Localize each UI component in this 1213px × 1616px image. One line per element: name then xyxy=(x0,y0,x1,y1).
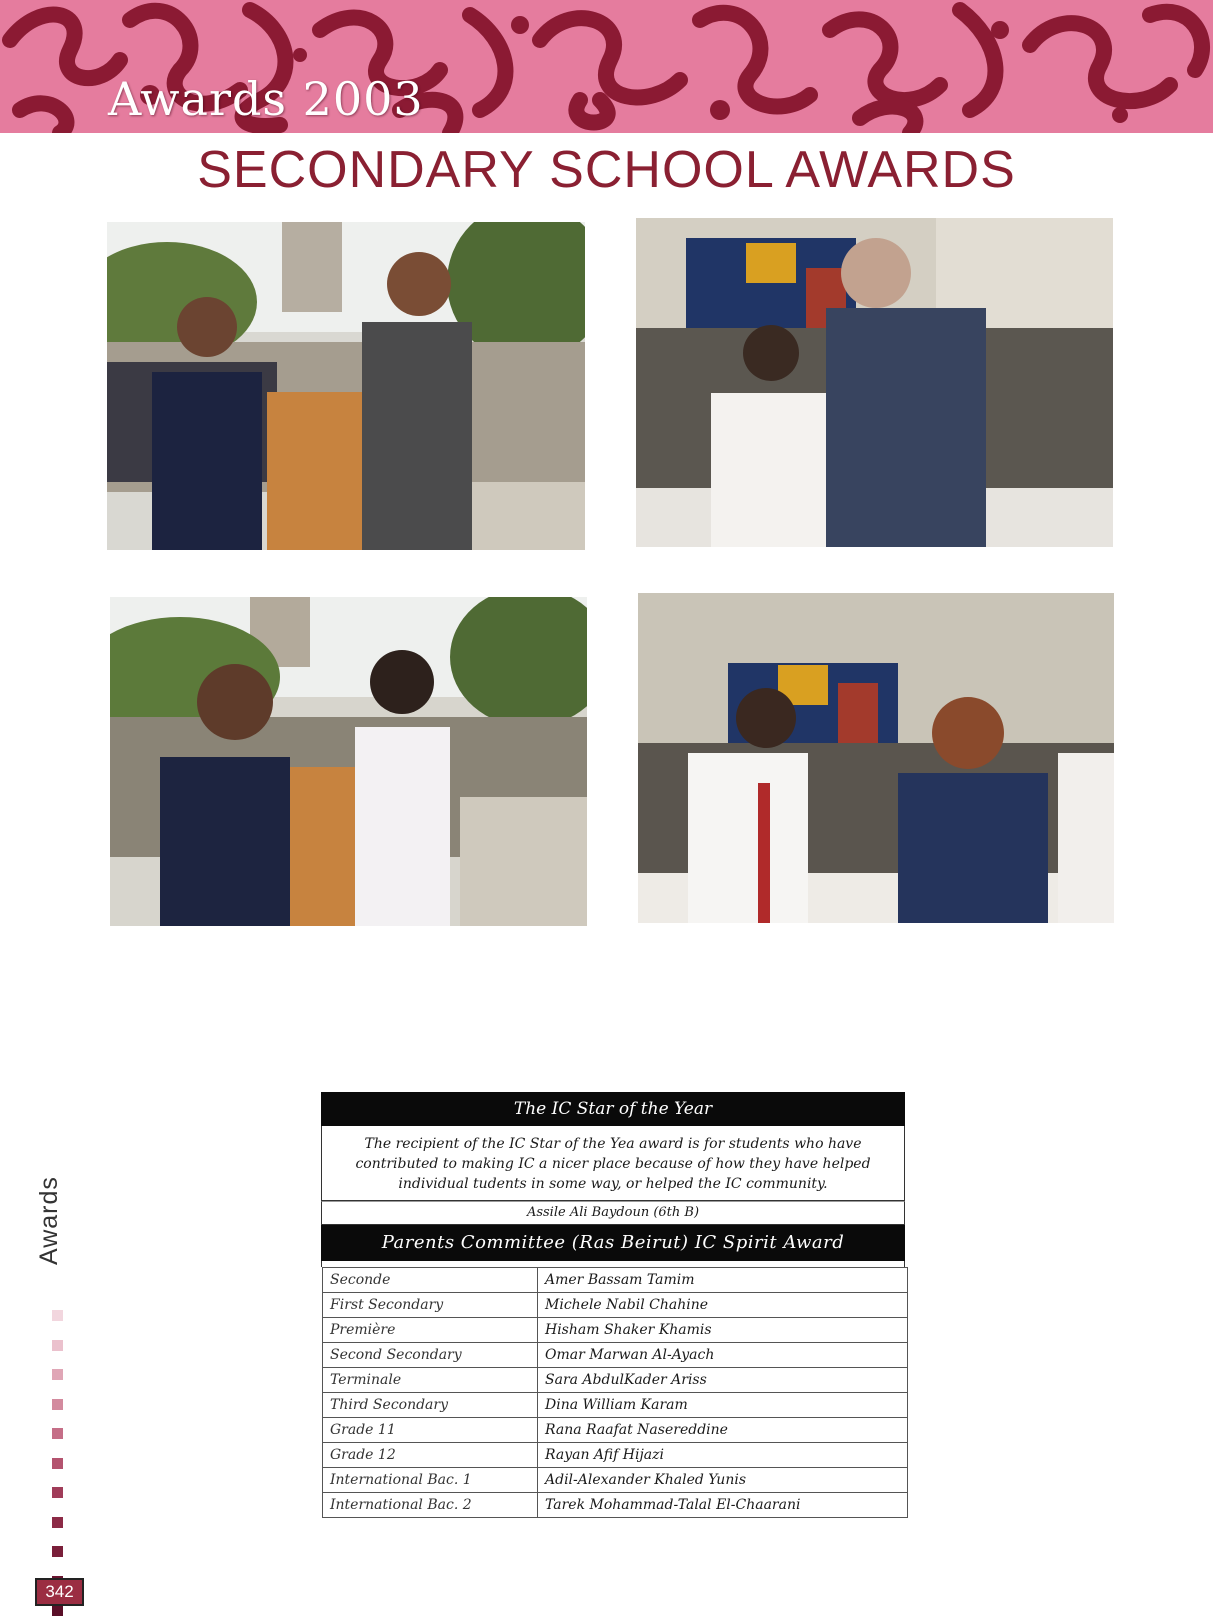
star-award-heading: The IC Star of the Year xyxy=(321,1092,905,1126)
recipient-name: Rayan Afif Hijazi xyxy=(538,1443,908,1468)
grade-level: International Bac. 2 xyxy=(323,1493,538,1518)
spirit-award-table xyxy=(322,1267,908,1518)
grade-level: International Bac. 1 xyxy=(323,1468,538,1493)
table-row xyxy=(323,1418,908,1443)
table-row xyxy=(323,1443,908,1468)
grade-level: Terminale xyxy=(323,1368,538,1393)
header-banner xyxy=(0,0,1213,133)
award-photo-3 xyxy=(110,597,587,926)
grade-level: Grade 11 xyxy=(323,1418,538,1443)
recipient-name: Tarek Mohammad-Talal El-Chaarani xyxy=(538,1493,908,1518)
recipient-name: Adil-Alexander Khaled Yunis xyxy=(538,1468,908,1493)
table-row xyxy=(323,1268,908,1293)
recipient-name: Dina William Karam xyxy=(538,1393,908,1418)
award-photo-2 xyxy=(636,218,1113,547)
table-row xyxy=(323,1293,908,1318)
grade-level: Third Secondary xyxy=(323,1393,538,1418)
sidebar-square xyxy=(52,1369,63,1380)
recipient-name: Amer Bassam Tamim xyxy=(538,1268,908,1293)
sidebar-square xyxy=(52,1428,63,1439)
table-row xyxy=(323,1493,908,1518)
recipient-name: Omar Marwan Al-Ayach xyxy=(538,1343,908,1368)
recipient-name: Hisham Shaker Khamis xyxy=(538,1318,908,1343)
page-title: SECONDARY SCHOOL AWARDS xyxy=(197,141,1016,199)
awards-table xyxy=(321,1092,905,1518)
sidebar-square xyxy=(52,1310,63,1321)
section-label: Awards xyxy=(35,1176,63,1265)
grade-level: First Secondary xyxy=(323,1293,538,1318)
grade-level: Grade 12 xyxy=(323,1443,538,1468)
table-row xyxy=(323,1393,908,1418)
table-row xyxy=(323,1468,908,1493)
sidebar-square xyxy=(52,1399,63,1410)
sidebar-square xyxy=(52,1546,63,1557)
spirit-award-heading: Parents Committee (Ras Beirut) IC Spirit Award xyxy=(321,1225,905,1261)
table-row xyxy=(323,1318,908,1343)
table-row xyxy=(323,1343,908,1368)
recipient-name: Michele Nabil Chahine xyxy=(538,1293,908,1318)
sidebar-square xyxy=(52,1517,63,1528)
award-photo-4 xyxy=(638,593,1114,923)
recipient-name: Rana Raafat Nasereddine xyxy=(538,1418,908,1443)
sidebar-square xyxy=(52,1340,63,1351)
grade-level: Seconde xyxy=(323,1268,538,1293)
star-award-description: The recipient of the IC Star of the Yea award is for students who have contributed to making IC a nicer place because of how they have helped individual tudents in some way, or helped the IC community. xyxy=(321,1126,905,1201)
sidebar-square xyxy=(52,1605,63,1616)
sidebar-square xyxy=(52,1487,63,1498)
sidebar-square xyxy=(52,1458,63,1469)
banner-title: Awards 2003 xyxy=(108,72,424,126)
table-row xyxy=(323,1368,908,1393)
star-award-recipient: Assile Ali Baydoun (6th B) xyxy=(321,1201,905,1225)
grade-level: Second Secondary xyxy=(323,1343,538,1368)
grade-level: Première xyxy=(323,1318,538,1343)
award-photo-1 xyxy=(107,222,585,550)
page-number: 342 xyxy=(35,1578,84,1606)
recipient-name: Sara AbdulKader Ariss xyxy=(538,1368,908,1393)
